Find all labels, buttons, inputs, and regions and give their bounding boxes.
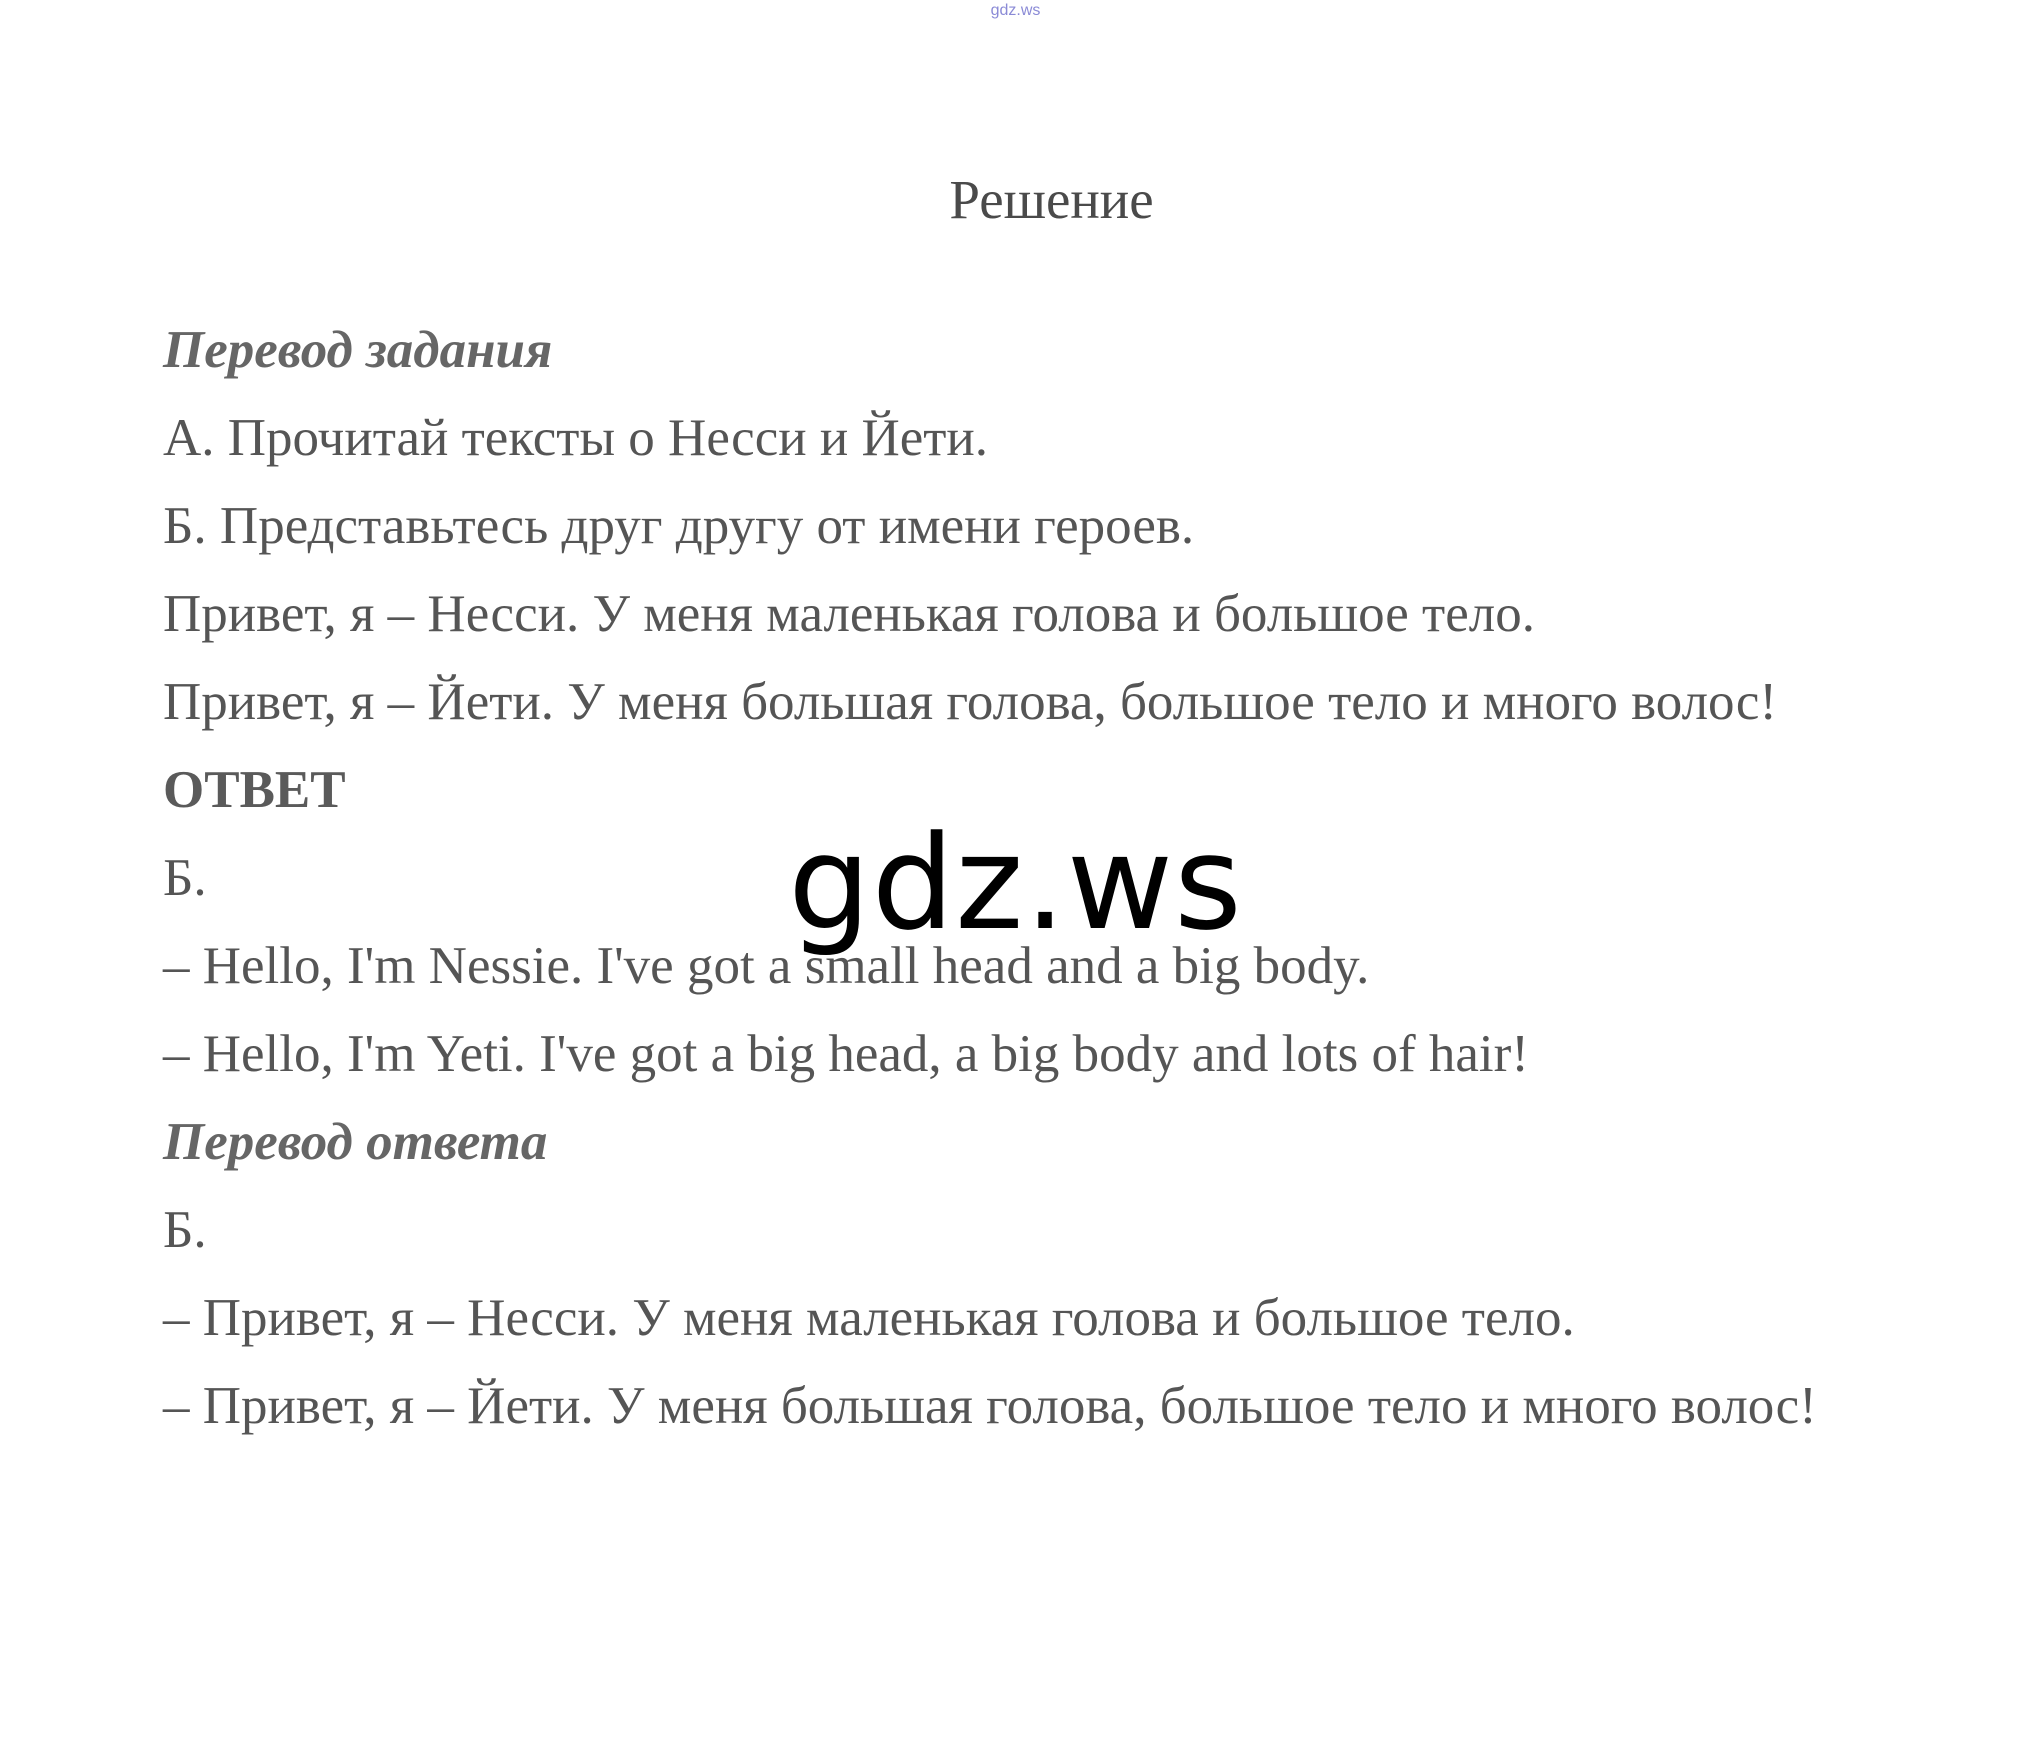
answer-line-yeti: – Hello, I'm Yeti. I've got a big head, a big body and lots of hair! xyxy=(163,1025,1529,1083)
task-translation-heading: Перевод задания xyxy=(163,321,553,379)
answer-label: Б. xyxy=(163,849,207,907)
task-line-yeti: Привет, я – Йети. У меня большая голова, большое тело и много волос! xyxy=(163,673,1778,731)
task-line-nessie: Привет, я – Несси. У меня маленькая голова и большое тело. xyxy=(163,585,1535,643)
answer-translation-line-nessie: – Привет, я – Несси. У меня маленькая голова и большое тело. xyxy=(163,1289,1575,1347)
answer-translation-heading: Перевод ответа xyxy=(163,1113,548,1171)
top-watermark: gdz.ws xyxy=(990,2,1041,19)
answer-line-nessie: – Hello, I'm Nessie. I've got a small head and a big body. xyxy=(163,937,1370,995)
task-line-a: А. Прочитай тексты о Несси и Йети. xyxy=(163,409,989,467)
page-title: Решение xyxy=(949,169,1154,230)
task-line-b: Б. Представьтесь друг другу от имени героев. xyxy=(163,497,1195,555)
center-watermark: gdz.ws xyxy=(788,807,1243,959)
answer-heading: ОТВЕТ xyxy=(163,761,346,819)
answer-translation-label: Б. xyxy=(163,1201,207,1259)
answer-translation-line-yeti: – Привет, я – Йети. У меня большая голова, большое тело и много волос! xyxy=(163,1377,1817,1435)
